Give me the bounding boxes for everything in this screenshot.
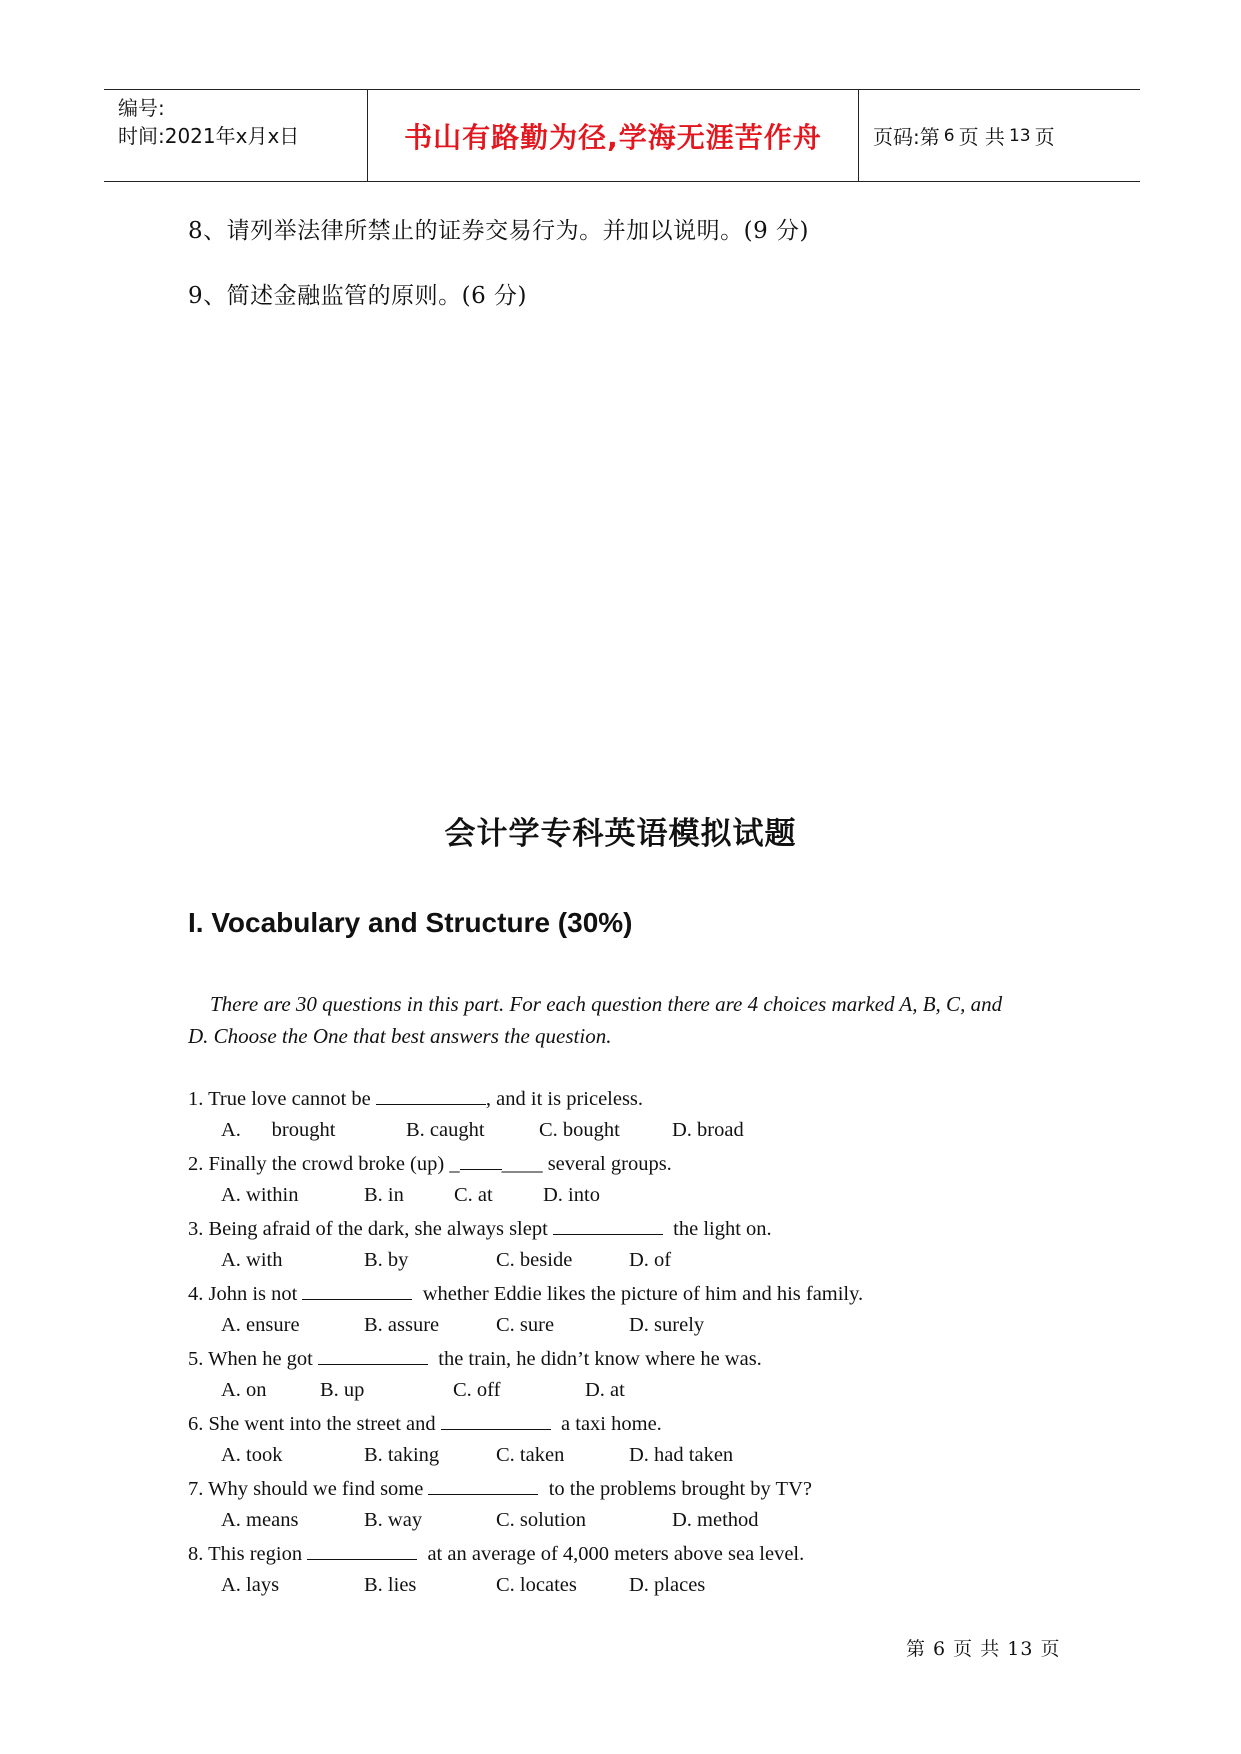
option-a: A. ensure xyxy=(221,1314,300,1336)
question-text-after: ____ several groups. xyxy=(501,1153,672,1175)
question-text-before: 2. Finally the crowd broke (up) _ xyxy=(188,1153,460,1175)
answer-blank xyxy=(441,1411,551,1430)
option-c: C. bought xyxy=(539,1119,620,1141)
question-text-before: 3. Being afraid of the dark, she always slept xyxy=(188,1218,553,1240)
option-a: A. with xyxy=(221,1249,283,1271)
question-text-after: a taxi home. xyxy=(550,1413,662,1435)
option-b: B. caught xyxy=(406,1119,485,1141)
question-text-after: , and it is priceless. xyxy=(485,1088,644,1110)
option-c: C. taken xyxy=(496,1444,565,1466)
answer-blank xyxy=(307,1541,417,1560)
option-b: B. in xyxy=(364,1184,404,1206)
option-b: B. taking xyxy=(364,1444,440,1466)
question-3 xyxy=(188,1216,772,1241)
question-cn-9: 9、简述金融监管的原则。(6 分) xyxy=(188,283,528,309)
question-text-before: 5. When he got xyxy=(188,1348,318,1370)
option-b: B. lies xyxy=(364,1574,417,1596)
question-text-before: 1. True love cannot be xyxy=(188,1088,376,1110)
motto: 书山有路勤为径,学海无涯苦作舟 xyxy=(404,120,822,154)
option-d: D. places xyxy=(629,1574,706,1596)
answer-blank xyxy=(318,1346,428,1365)
page-current: 6 xyxy=(943,125,955,146)
header-info-cell xyxy=(104,90,368,181)
question-text-after: the light on. xyxy=(662,1218,772,1240)
page-prefix: 页码:第 xyxy=(873,125,940,149)
option-d: D. into xyxy=(543,1184,600,1206)
option-b: B. up xyxy=(320,1379,365,1401)
option-a: A. on xyxy=(221,1379,267,1401)
option-c: C. beside xyxy=(496,1249,573,1271)
option-a: A. within xyxy=(221,1184,299,1206)
option-c: C. at xyxy=(454,1184,493,1206)
option-d: D. method xyxy=(672,1509,759,1531)
question-7 xyxy=(188,1476,812,1501)
page-footer: 第 6 页 共 13 页 xyxy=(906,1638,1061,1660)
page-middle: 页 共 xyxy=(958,125,1005,149)
exam-title: 会计学专科英语模拟试题 xyxy=(444,816,797,852)
question-6 xyxy=(188,1411,662,1436)
option-b: B. by xyxy=(364,1249,409,1271)
question-2 xyxy=(188,1151,672,1176)
answer-blank xyxy=(376,1086,486,1105)
question-text-after: at an average of 4,000 meters above sea level. xyxy=(417,1543,805,1565)
serial-label: 编号: xyxy=(118,96,165,120)
instructions-line-2: D. Choose the One that best answers the question. xyxy=(188,1024,612,1048)
question-text-before: 4. John is not xyxy=(188,1283,303,1305)
option-c: C. solution xyxy=(496,1509,586,1531)
header-motto-cell xyxy=(368,90,859,181)
page-total: 13 xyxy=(1008,125,1031,146)
option-a: A. took xyxy=(221,1444,283,1466)
answer-blank xyxy=(302,1281,412,1300)
question-5 xyxy=(188,1346,762,1371)
option-c: C. sure xyxy=(496,1314,555,1336)
option-c: C. locates xyxy=(496,1574,577,1596)
time-label: 时间:2021年x月x日 xyxy=(118,124,300,148)
question-cn-8: 8、请列举法律所禁止的证券交易行为。并加以说明。(9 分) xyxy=(188,218,810,244)
question-text-before: 7. Why should we find some xyxy=(188,1478,429,1500)
option-a: A. lays xyxy=(221,1574,280,1596)
header-page-cell xyxy=(859,90,1140,181)
question-text-before: 8. This region xyxy=(188,1543,308,1565)
question-text-after: whether Eddie likes the picture of him and his family. xyxy=(412,1283,864,1305)
instructions xyxy=(188,988,1068,1052)
question-8 xyxy=(188,1541,804,1566)
question-1 xyxy=(188,1086,643,1111)
option-a: A. brought xyxy=(221,1119,336,1141)
answer-blank xyxy=(428,1476,538,1495)
option-a: A. means xyxy=(221,1509,299,1531)
option-d: D. at xyxy=(585,1379,625,1401)
option-b: B. assure xyxy=(364,1314,440,1336)
answer-blank xyxy=(460,1151,502,1170)
option-c: C. off xyxy=(453,1379,501,1401)
question-4 xyxy=(188,1281,863,1306)
page-suffix: 页 xyxy=(1034,125,1055,149)
option-b: B. way xyxy=(364,1509,423,1531)
instructions-line-1: There are 30 questions in this part. For each question there are 4 choices marked A, B, C, and xyxy=(210,992,1003,1016)
option-d: D. had taken xyxy=(629,1444,734,1466)
option-d: D. broad xyxy=(672,1119,744,1141)
option-d: D. surely xyxy=(629,1314,705,1336)
section-heading: I. Vocabulary and Structure (30%) xyxy=(188,907,633,938)
option-d: D. of xyxy=(629,1249,672,1271)
page-header xyxy=(104,89,1140,182)
question-text-before: 6. She went into the street and xyxy=(188,1413,441,1435)
question-text-after: the train, he didn’t know where he was. xyxy=(428,1348,762,1370)
question-text-after: to the problems brought by TV? xyxy=(538,1478,812,1500)
answer-blank xyxy=(553,1216,663,1235)
